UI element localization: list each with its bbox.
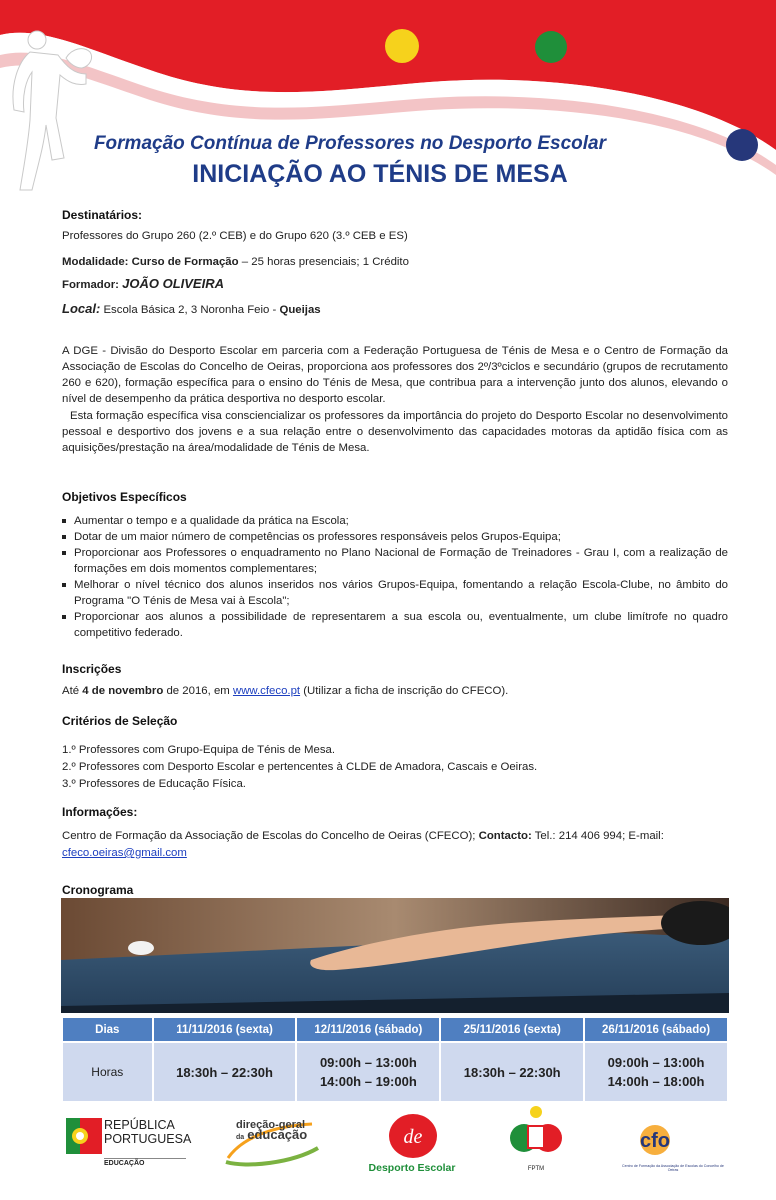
table-header-cell: 11/11/2016 (sexta) [153, 1017, 297, 1042]
svg-text:de: de [403, 1126, 423, 1148]
bullet-icon [62, 535, 66, 539]
republica-emblem-icon [66, 1118, 102, 1154]
list-item: Melhorar o nível técnico dos alunos inseridos nos vários Grupos-Equipa, fomentando a relação Escola-Clube, no âmbito do Programa "O Ténis de Mesa vai à Escola"; [62, 577, 728, 609]
destinatarios-text: Professores do Grupo 260 (2.º CEB) e do Grupo 620 (3.º CEB e ES) [62, 230, 408, 242]
inscricoes-line: Até 4 de novembro de 2016, em www.cfeco.pt (Utilizar a ficha de inscrição do CFECO). [62, 685, 509, 697]
objetivos-heading: Objetivos Específicos [62, 490, 187, 504]
bullet-icon [62, 615, 66, 619]
table-row [62, 1042, 728, 1102]
email-link[interactable]: cfeco.oeiras@gmail.com [62, 847, 187, 859]
intro-paragraph-1: A DGE - Divisão do Desporto Escolar em parceria com a Federação Portuguesa de Ténis de Mesa e o Centro de Formação da Associação de Escolas do Concelho de Oeiras, proporciona aos professores dos 2º/3ºciclos e secundário (grupos de recrutamento 260 e 620), formação específica para o ensino do Ténis de Mesa, que contribua para a intervenção junto dos alunos, elevando o nível de desempenho da prática desportiva no desporto escolar. [62, 345, 728, 405]
objetivos-list-wrap [62, 513, 728, 641]
list-item: Proporcionar aos Professores o enquadramento no Plano Nacional de Formação de Treinadores - Grau I, com a realização de formações em dois momentos complementares; [62, 545, 728, 577]
informacoes-heading: Informações: [62, 805, 138, 819]
row-label: Horas [62, 1042, 153, 1102]
modalidade-value: Curso de Formação [131, 256, 239, 268]
list-item: Aumentar o tempo e a qualidade da prática na Escola; [62, 513, 728, 529]
green-dot [535, 31, 567, 63]
fptm-text: FPTM [527, 1166, 545, 1172]
modalidade-rest: – 25 horas presenciais; 1 Crédito [238, 256, 409, 268]
desporto-escolar-text: Desporto Escolar [368, 1162, 456, 1174]
local-place: Queijas [279, 304, 321, 316]
criterios-heading: Critérios de Seleção [62, 714, 178, 728]
footer-logos [0, 1100, 776, 1200]
criterio-2: 2.º Professores com Desporto Escolar e pertencentes à CLDE de Amadora, Cascais e Oeiras. [62, 761, 538, 773]
table-cell: 18:30h – 22:30h [440, 1042, 584, 1102]
table-header-cell: 26/11/2016 (sábado) [584, 1017, 728, 1042]
table-header-cell: 25/11/2016 (sexta) [440, 1017, 584, 1042]
formador-value: JOÃO OLIVEIRA [122, 276, 224, 291]
cfo-logo-icon [632, 1120, 678, 1160]
criterio-3: 3.º Professores de Educação Física. [62, 778, 246, 790]
republica-logo: REPÚBLICA PORTUGUESA [104, 1118, 192, 1146]
table-cell: 09:00h – 13:00h 14:00h – 18:00h [584, 1042, 728, 1102]
svg-text:cfo: cfo [640, 1130, 670, 1152]
table-header-cell: 12/11/2016 (sábado) [296, 1017, 440, 1042]
contact-label: Contacto: [478, 830, 532, 842]
table-cell: 18:30h – 22:30h [153, 1042, 297, 1102]
cronograma-heading: Cronograma [62, 883, 134, 897]
email-line [62, 845, 728, 861]
navy-dot [726, 129, 758, 161]
fptm-logo-icon [510, 1102, 562, 1164]
republica-educacao: EDUCAÇÃO [104, 1160, 145, 1167]
informacoes-text: Centro de Formação da Associação de Escolas do Concelho de Oeiras (CFECO); Contacto: Tel.: 214 406 994; E-mail: [62, 830, 664, 842]
bullet-icon [62, 519, 66, 523]
modalidade-line [62, 254, 728, 270]
local-label: Local: [62, 301, 101, 316]
intro-paragraph-2: Esta formação específica visa consciencializar os professores da importância do projeto do Desporto Escolar no desenvolvimento pessoal e desportivo dos jovens e a sua relação entre o desenvolvimento das capacidades motoras da aptidão física com as aquisições/prestação na área/modalidade de Ténis de Mesa. [62, 410, 728, 454]
page-title: INICIAÇÃO AO TÉNIS DE MESA [192, 160, 568, 188]
destinatarios-label: Destinatários: [62, 208, 143, 222]
table-header-cell: Dias [62, 1017, 153, 1042]
table-header-row [62, 1017, 728, 1042]
inscricoes-heading: Inscrições [62, 662, 122, 676]
table-tennis-photo [61, 898, 729, 1013]
bullet-icon [62, 551, 66, 555]
formador-label: Formador: [62, 279, 119, 291]
cronograma-table [61, 1016, 729, 1103]
cfo-caption: Centro de Formação da Associação de Escolas do Concelho de Oeiras [622, 1164, 724, 1172]
inscricoes-date: 4 de novembro [82, 685, 164, 697]
modalidade-label: Modalidade: [62, 256, 129, 268]
formador-line [62, 276, 728, 293]
desporto-escolar-logo-icon [386, 1112, 440, 1160]
criterio-1: 1.º Professores com Grupo-Equipa de Ténis de Mesa. [62, 744, 336, 756]
contact-text: Tel.: 214 406 994; E-mail: [531, 830, 664, 842]
dge-logo-text: direção-geral da educação [236, 1119, 308, 1142]
page-subtitle: Formação Contínua de Professores no Desporto Escolar [93, 133, 607, 154]
table-cell: 09:00h – 13:00h 14:00h – 19:00h [296, 1042, 440, 1102]
bullet-icon [62, 583, 66, 587]
local-value: Escola Básica 2, 3 Noronha Feio - [100, 304, 280, 316]
cfeco-link[interactable]: www.cfeco.pt [232, 685, 301, 697]
list-item: Proporcionar aos alunos a possibilidade de representarem a sua escola ou, eventualmente, um clube limítrofe no quadro competitivo federado. [62, 609, 728, 641]
yellow-dot [385, 29, 419, 63]
list-item: Dotar de um maior número de competências os professores responsáveis pelos Grupos-Equipa; [62, 529, 728, 545]
local-line [62, 301, 728, 318]
objetivos-list [62, 513, 728, 641]
ball-icon [128, 941, 154, 955]
